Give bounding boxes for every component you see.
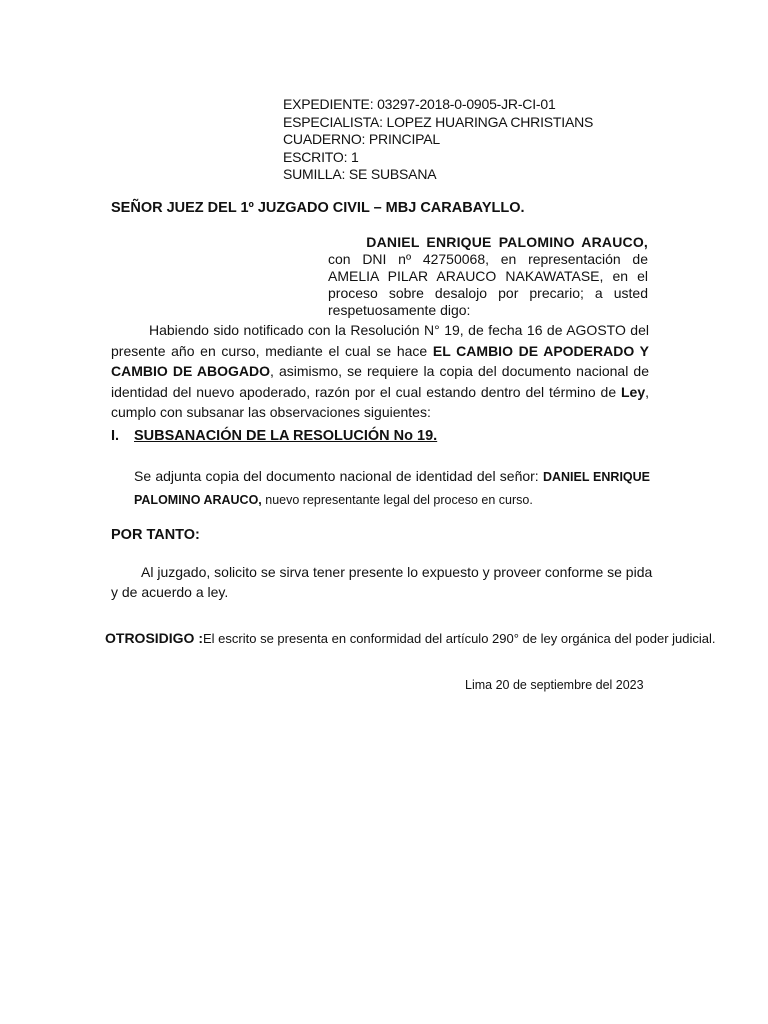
- section-number: I.: [111, 428, 120, 444]
- addressee-heading: SEÑOR JUEZ DEL 1º JUZGADO CIVIL – MBJ CARABAYLLO.: [111, 200, 525, 216]
- main-paragraph-bold-ley: Ley: [620, 383, 646, 400]
- main-paragraph-part3: , cumplo con subsanar las observaciones siguientes:: [111, 383, 649, 420]
- main-paragraph-bold: EL CAMBIO DE APODERADO Y CAMBIO DE ABOGADO: [111, 342, 649, 379]
- sumilla-line: SUMILLA: SE SUBSANA: [283, 166, 437, 182]
- adjunta-part2: nuevo representante legal del proceso en curso.: [261, 493, 533, 507]
- main-paragraph-part2: , asimismo, se requiere la copia del documento nacional de identidad del nuevo apoderado, razón por el cual estando dentro del término de: [111, 363, 649, 400]
- section-heading: [111, 428, 437, 444]
- adjunta-name: DANIEL ENRIQUE PALOMINO ARAUCO,: [134, 470, 651, 507]
- especialista-line: ESPECIALISTA: LOPEZ HUARINGA CHRISTIANS: [283, 113, 594, 130]
- expediente-line: EXPEDIENTE: 03297-2018-0-0905-JR-CI-01: [283, 96, 556, 112]
- adjunta-paragraph: [134, 465, 650, 511]
- escrito-line: ESCRITO: 1: [283, 148, 359, 165]
- cuaderno-line: CUADERNO: PRINCIPAL: [283, 131, 440, 147]
- otrosidigo-line: [105, 630, 716, 646]
- otrosidigo-text: El escrito se presenta en conformidad del artículo 290° de ley orgánica del poder judicial.: [203, 631, 716, 646]
- juzgado-paragraph: Al juzgado, solicito se sirva tener presente lo expuesto y proveer conforme se pida y de acuerdo a ley.: [111, 564, 653, 600]
- case-header: [283, 96, 593, 184]
- intro-text: con DNI nº 42750068, en representación de AMELIA PILAR ARAUCO NAKAWATASE, en el proceso sobre desalojo por precario; a usted respetuosamente digo:: [328, 251, 648, 318]
- otrosidigo-label: OTROSIDIGO :: [105, 630, 203, 646]
- intro-block: [318, 234, 648, 319]
- petitioner-name: DANIEL ENRIQUE PALOMINO ARAUCO,: [366, 234, 648, 250]
- date-line: Lima 20 de septiembre del 2023: [465, 678, 644, 692]
- main-paragraph: [111, 320, 649, 423]
- adjunta-part1: Se adjunta copia del documento nacional de identidad del señor:: [134, 468, 543, 484]
- main-paragraph-part1: Habiendo sido notificado con la Resolución N° 19, de fecha 16 de AGOSTO del presente año en curso, mediante el cual se hace: [111, 322, 649, 359]
- section-title: SUBSANACIÓN DE LA RESOLUCIÓN No 19.: [134, 428, 438, 444]
- por-tanto-heading: POR TANTO:: [111, 527, 200, 543]
